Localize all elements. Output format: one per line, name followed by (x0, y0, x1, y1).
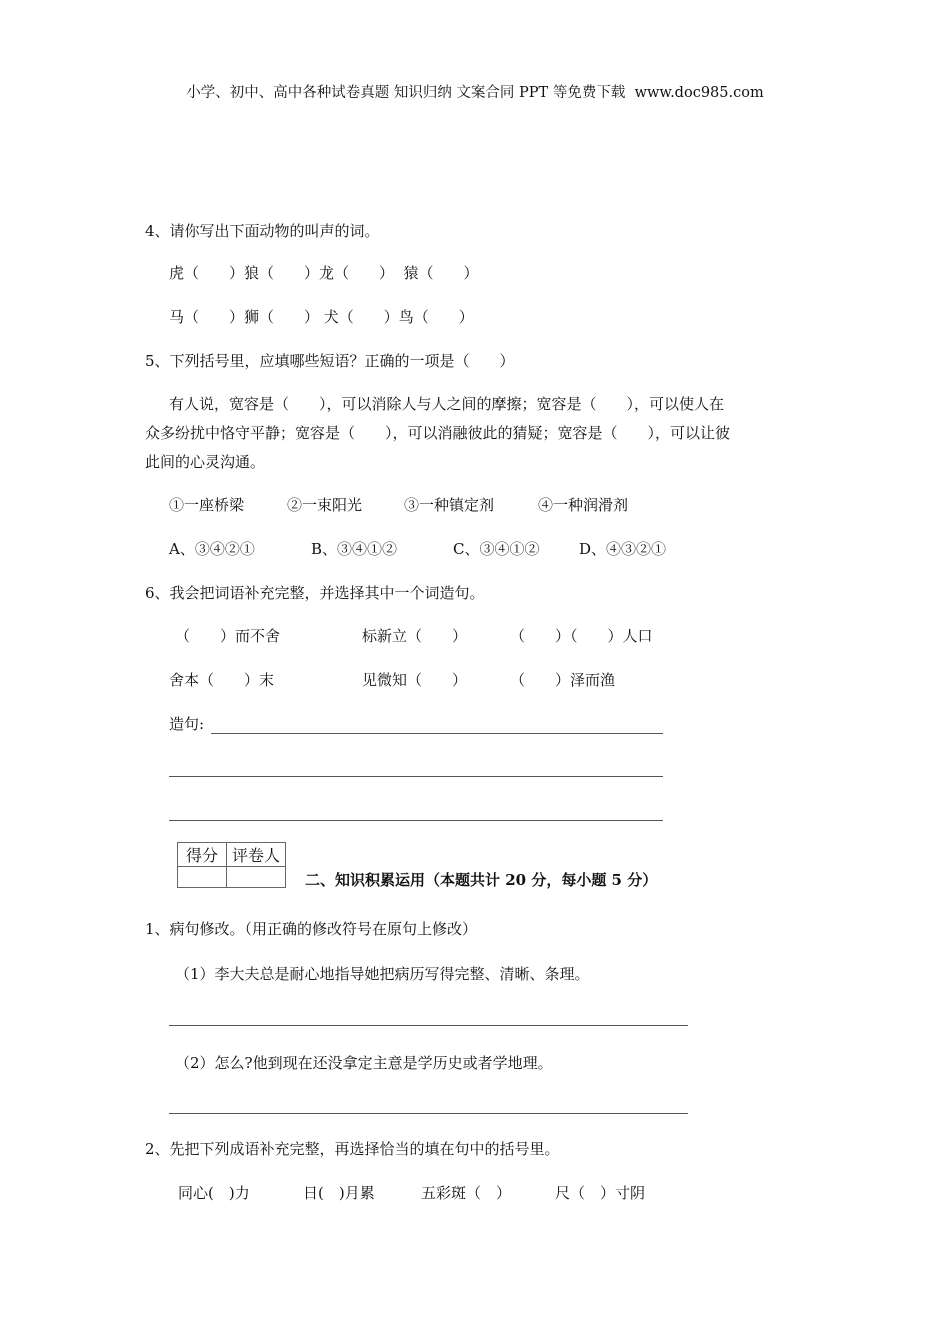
grader-header: 评卷人 (227, 843, 286, 867)
q6-answer-line-3 (169, 820, 663, 821)
s2q1-item1: （1）李大夫总是耐心地指导她把病历写得完整、清晰、条理。 (175, 965, 590, 983)
q5-paragraph-line2: 众多纷扰中恪守平静；宽容是（ ），可以消融彼此的猜疑；宽容是（ ），可以让彼 (145, 424, 731, 442)
q4-row2: 马（ ）狮（ ） 犬（ ）鸟（ ） (169, 308, 474, 326)
q6-idiom-5: 见微知（ ） (362, 671, 468, 689)
q6-answer-line-2 (169, 776, 663, 777)
q5-choice-b: B、③④①② (311, 540, 398, 558)
q5-option-1: ①一座桥梁 (169, 496, 245, 514)
q6-answer-line-1 (211, 733, 663, 734)
q5-paragraph-line3: 此间的心灵沟通。 (145, 453, 266, 471)
s2q2-idiom-2: 日( )月累 (303, 1184, 375, 1202)
q4-row1: 虎（ ）狼（ ）龙（ ） 猿（ ） (169, 264, 479, 282)
q6-idiom-4: 舍本（ ）末 (169, 671, 275, 689)
q6-title: 6、我会把词语补充完整，并选择其中一个词造句。 (145, 584, 485, 602)
s2q1-answer-line-2 (169, 1113, 688, 1114)
header-site: www.doc985.com (634, 84, 764, 101)
q6-idiom-1: （ ）而不舍 (175, 627, 281, 645)
section2-title: 二、知识积累运用（本题共计 20 分，每小题 5 分） (305, 871, 658, 889)
q5-title: 5、下列括号里，应填哪些短语？正确的一项是（ ） (145, 352, 515, 370)
s2q1-answer-line-1 (169, 1025, 688, 1026)
q5-choice-c: C、③④①② (453, 540, 540, 558)
q5-option-2: ②一束阳光 (287, 496, 363, 514)
q4-title: 4、请你写出下面动物的叫声的词。 (145, 222, 380, 240)
q5-paragraph-line1: 有人说，宽容是（ ），可以消除人与人之间的摩擦；宽容是（ ），可以使人在 (169, 395, 725, 413)
q6-sentence-label: 造句: (169, 715, 205, 733)
s2q2-idiom-4: 尺（ ）寸阴 (555, 1184, 646, 1202)
s2q2-idiom-3: 五彩斑（ ） (421, 1184, 512, 1202)
header-text: 小学、初中、高中各种试卷真题 知识归纳 文案合同 PPT 等免费下载 (186, 84, 626, 101)
site-header (177, 71, 764, 100)
q5-choice-d: D、④③②① (579, 540, 667, 558)
s2q2-idiom-1: 同心( )力 (178, 1184, 250, 1202)
score-header: 得分 (178, 843, 227, 867)
q5-option-4: ④一种润滑剂 (538, 496, 629, 514)
q6-idiom-2: 标新立（ ） (362, 627, 468, 645)
score-table (177, 842, 286, 888)
q6-idiom-3: （ ）（ ）人口 (510, 627, 653, 645)
q6-idiom-6: （ ）泽而渔 (510, 671, 616, 689)
q5-choice-a: A、③④②① (169, 540, 255, 558)
s2q2-title: 2、先把下列成语补充完整，再选择恰当的填在句中的括号里。 (145, 1140, 560, 1158)
q5-option-3: ③一种镇定剂 (404, 496, 495, 514)
grader-cell (227, 867, 286, 888)
s2q1-item2: （2）怎么?他到现在还没拿定主意是学历史或者学地理。 (175, 1054, 553, 1072)
s2q1-title: 1、病句修改。（用正确的修改符号在原句上修改） (145, 920, 478, 938)
score-cell (178, 867, 227, 888)
